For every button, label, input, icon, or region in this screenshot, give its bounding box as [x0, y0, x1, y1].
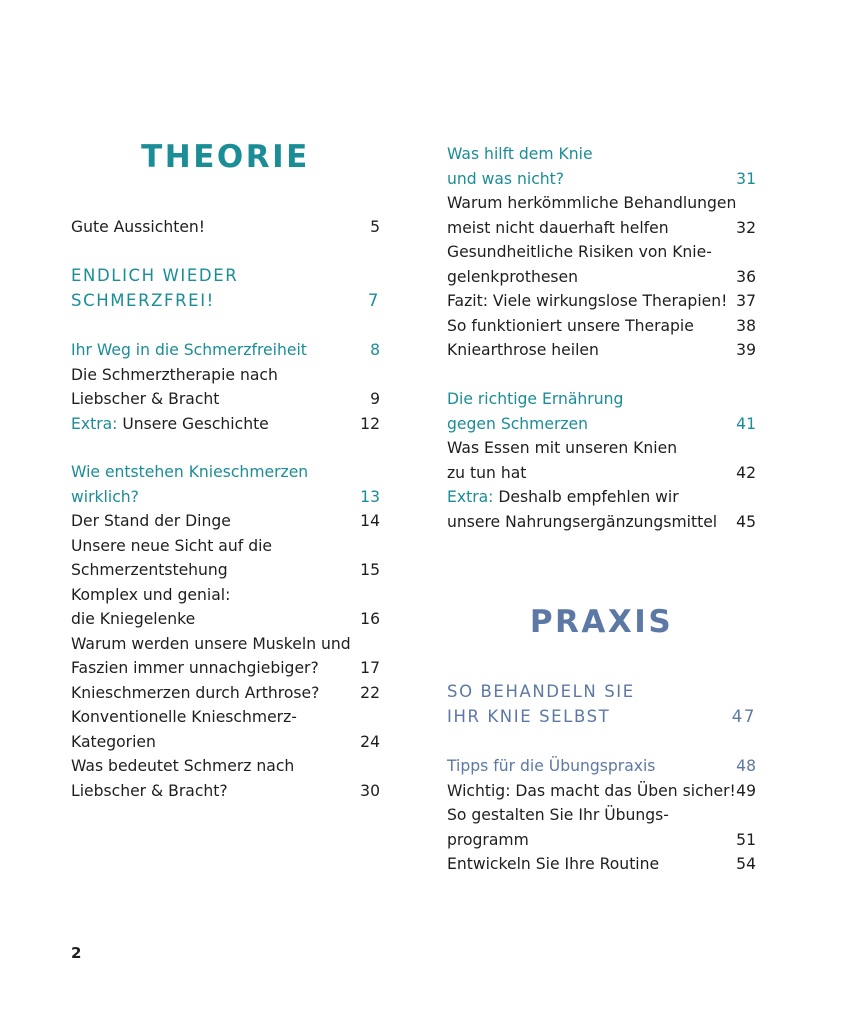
entry-page: 54 [736, 855, 756, 873]
entry-label: Entwickeln Sie Ihre Routine [447, 855, 660, 873]
toc-group-was-hilft [447, 142, 756, 363]
entry-label: Knieschmerzen durch Arthrose? [71, 683, 320, 702]
chapter-label-line2: IHR KNIE SELBST [447, 706, 611, 726]
toc-entry[interactable] [71, 681, 380, 706]
entry-label-line1: Warum herkömmliche Behandlungen [447, 194, 737, 212]
entry-label-line2: die Kniegelenke [71, 610, 196, 628]
entry-page: 15 [360, 561, 380, 579]
heading-label-line1: Die richtige Ernährung [447, 390, 624, 408]
toc-group-schmerzfreiheit [71, 338, 380, 436]
entry-page: 49 [736, 781, 756, 800]
entry-page: 42 [736, 463, 756, 482]
entry-label-line1: Was Essen mit unseren Knien [447, 439, 678, 457]
entry-label-line2: unsere Nahrungsergänzungsmittel [447, 512, 718, 531]
entry-page: 9 [370, 390, 380, 408]
heading-label-line2: wirklich? [71, 487, 139, 506]
subchapter-heading[interactable] [71, 338, 380, 363]
heading-label: Tipps für die Übungspraxis [447, 757, 656, 775]
praxis-title: PRAXIS [529, 604, 674, 640]
toc-entry[interactable] [71, 363, 380, 412]
entry-page: 30 [360, 781, 380, 800]
entry-label-line1: Die Schmerztherapie nach [71, 365, 278, 384]
entry-label-line1: Unsere neue Sicht auf die [71, 536, 273, 555]
toc-entry[interactable] [71, 754, 380, 803]
entry-label-line1: Gesundheitliche Risiken von Knie- [447, 243, 712, 261]
toc-entry[interactable] [71, 534, 380, 583]
toc-entry-gute-aussichten[interactable] [71, 215, 380, 240]
toc-entry[interactable] [71, 705, 380, 754]
heading-page: 41 [736, 414, 756, 433]
toc-group-ernaehrung [447, 387, 756, 534]
toc-group-knieschmerzen [71, 460, 380, 803]
entry-label-line1: Konventionelle Knieschmerz- [71, 708, 297, 726]
entry-page: 22 [360, 683, 380, 702]
entry-label-line2: Schmerzentstehung [71, 561, 228, 579]
entry-page: 17 [360, 659, 380, 677]
entry-label: Wichtig: Das macht das Üben sicher! [447, 781, 736, 800]
toc-entry[interactable] [71, 632, 380, 681]
entry-label: Gute Aussichten! [71, 218, 206, 236]
toc-entry[interactable] [447, 436, 756, 485]
entry-label-line1: Warum werden unsere Muskeln und [71, 634, 351, 653]
toc-entry-extra[interactable] [447, 485, 756, 534]
entry-page: 36 [736, 267, 756, 286]
chapter-endlich-wieder-schmerzfrei[interactable] [71, 264, 380, 313]
entry-label-line1: Komplex und genial: [71, 585, 231, 604]
entry-label-line1: So gestalten Sie Ihr Übungs- [447, 806, 669, 824]
toc-entry[interactable] [447, 338, 756, 363]
chapter-label-line2: SCHMERZFREI! [71, 290, 215, 310]
toc-entry[interactable] [447, 314, 756, 339]
heading-page: 48 [736, 757, 756, 775]
entry-page: 12 [360, 414, 380, 433]
entry-label-line2: programm [447, 830, 529, 849]
entry-page: 14 [360, 512, 380, 530]
heading-page: 31 [736, 169, 756, 188]
toc-entry[interactable] [71, 583, 380, 632]
entry-label-line2: zu tun hat [447, 463, 527, 482]
toc-entry[interactable] [447, 852, 756, 877]
entry-page: 5 [370, 218, 380, 236]
toc-entry[interactable] [447, 779, 756, 804]
extra-prefix: Extra: [447, 488, 494, 506]
entry-label: Fazit: Viele wirkungslose Therapien! [447, 292, 728, 310]
entry-label-line2: Faszien immer unnachgiebiger? [71, 659, 319, 677]
entry-label-line1: Deshalb empfehlen wir [498, 488, 679, 506]
entry-label-line2: Liebscher & Bracht? [71, 781, 228, 800]
chapter-label-line1: SO BEHANDELN SIE [447, 682, 635, 701]
entry-label-line2: gelenkprothesen [447, 267, 579, 286]
extra-prefix: Extra: [71, 414, 118, 433]
chapter-label-line1: ENDLICH WIEDER [71, 266, 239, 285]
subchapter-heading[interactable] [447, 754, 756, 779]
entry-page: 24 [360, 732, 380, 751]
entry-label-line2: meist nicht dauerhaft helfen [447, 218, 669, 237]
entry-page: 16 [360, 610, 380, 628]
toc-entry[interactable] [447, 289, 756, 314]
heading-label: Ihr Weg in die Schmerzfreiheit [71, 341, 307, 359]
heading-label-line2: und was nicht? [447, 169, 565, 188]
subchapter-heading[interactable] [71, 460, 380, 509]
entry-page: 51 [736, 830, 756, 849]
heading-label-line2: gegen Schmerzen [447, 414, 589, 433]
entry-label-line2: Kategorien [71, 732, 156, 751]
entry-page: 38 [736, 316, 756, 335]
subchapter-heading[interactable] [447, 142, 756, 191]
page-number: 2 [71, 944, 82, 962]
theorie-title: THEORIE [141, 139, 310, 175]
toc-entry[interactable] [447, 240, 756, 289]
entry-page: 39 [736, 341, 756, 359]
heading-page: 13 [360, 487, 380, 506]
heading-label-line1: Wie entstehen Knieschmerzen [71, 463, 309, 481]
heading-page: 8 [370, 341, 380, 359]
toc-entry[interactable] [447, 191, 756, 240]
entry-page: 32 [736, 218, 756, 237]
entry-label: Kniearthrose heilen [447, 341, 599, 359]
entry-label: So funktioniert unsere Therapie [447, 316, 694, 335]
entry-label-line1: Was bedeutet Schmerz nach [71, 757, 295, 775]
toc-entry[interactable] [447, 803, 756, 852]
toc-group-uebungspraxis [447, 754, 756, 877]
entry-page: 37 [736, 292, 756, 310]
subchapter-heading[interactable] [447, 387, 756, 436]
entry-page: 45 [736, 512, 756, 531]
entry-label: Der Stand der Dinge [71, 512, 231, 530]
chapter-page: 47 [731, 706, 756, 726]
entry-label-line2: Liebscher & Bracht [71, 390, 220, 408]
heading-label-line1: Was hilft dem Knie [447, 145, 593, 163]
toc-entry-extra[interactable] [71, 412, 380, 437]
chapter-page: 7 [367, 290, 380, 310]
toc-entry[interactable] [71, 509, 380, 534]
chapter-so-behandeln-sie[interactable] [447, 680, 756, 729]
entry-label: Unsere Geschichte [122, 414, 269, 433]
